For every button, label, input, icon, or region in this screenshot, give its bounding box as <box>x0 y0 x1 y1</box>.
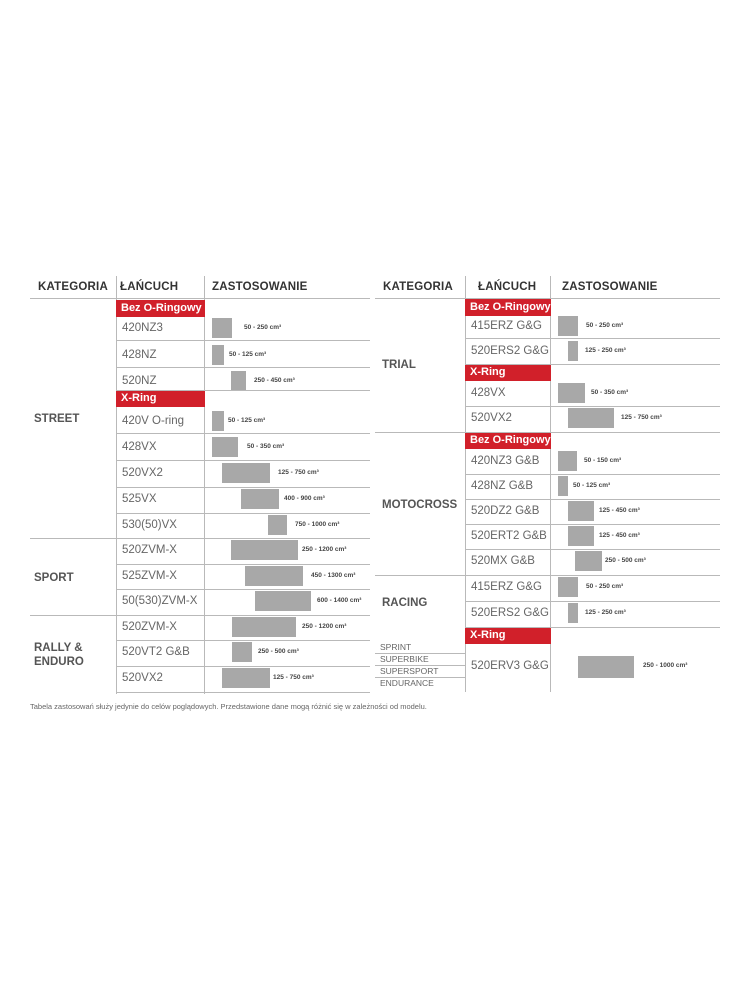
band-x-ring: X-Ring <box>465 364 551 381</box>
right-chain-label: 520DZ2 G&B <box>471 505 540 517</box>
left-application-range-bar <box>255 591 311 611</box>
left-chain-label: 520VT2 G&B <box>122 646 190 658</box>
right-row-divider <box>465 432 720 433</box>
racing-subtype: SUPERBIKE <box>380 654 429 664</box>
right-range-label: 50 - 250 cm³ <box>586 583 624 590</box>
right-category-divider <box>375 432 465 433</box>
left-chain-label: 420V O-ring <box>122 415 185 427</box>
right-range-label: 125 - 250 cm³ <box>585 347 626 354</box>
left-application-range-bar <box>212 437 238 457</box>
header-zastosowanie: ZASTOSOWANIE <box>212 281 308 293</box>
left-application-range-bar <box>232 642 252 662</box>
left-range-label: 50 - 125 cm³ <box>229 351 267 358</box>
left-chain-label: 520VX2 <box>122 672 163 684</box>
column-divider <box>116 276 117 694</box>
left-range-label: 125 - 750 cm³ <box>278 469 319 476</box>
band-x-ring: X-Ring <box>465 627 551 644</box>
left-chain-label: 428NZ <box>122 349 157 361</box>
right-application-range-bar <box>568 501 594 521</box>
header-kategoria: KATEGORIA <box>38 281 108 293</box>
left-application-range-bar <box>212 318 232 338</box>
right-range-label: 125 - 450 cm³ <box>599 532 640 539</box>
left-range-label: 750 - 1000 cm³ <box>295 521 340 528</box>
right-application-range-bar <box>568 526 594 546</box>
right-chain-label: 415ERZ G&G <box>471 320 542 332</box>
left-row-divider <box>116 433 370 434</box>
left-range-label: 50 - 250 cm³ <box>244 324 282 331</box>
right-range-label: 125 - 750 cm³ <box>621 414 662 421</box>
left-range-label: 600 - 1400 cm³ <box>317 597 362 604</box>
left-application-range-bar <box>232 617 296 637</box>
right-chain-label: 415ERZ G&G <box>471 581 542 593</box>
left-application-range-bar <box>231 540 298 560</box>
left-range-label: 400 - 900 cm³ <box>284 495 325 502</box>
right-application-range-bar <box>575 551 602 571</box>
left-range-label: 250 - 500 cm³ <box>258 648 299 655</box>
right-range-label: 125 - 450 cm³ <box>599 507 640 514</box>
band-bez-o-ring: Bez O-Ringowy <box>465 432 551 449</box>
left-row-divider <box>116 367 370 368</box>
band-x-ring: X-Ring <box>116 390 205 407</box>
right-range-label: 50 - 150 cm³ <box>584 457 622 464</box>
band-bez-o-ring: Bez O-Ringowy <box>116 300 205 317</box>
category-trial: TRIAL <box>382 359 416 371</box>
subtype-divider <box>375 665 465 666</box>
left-range-label: 250 - 1200 cm³ <box>302 546 347 553</box>
right-application-range-bar <box>568 408 614 428</box>
left-chain-label: 520NZ <box>122 375 157 387</box>
header-lancuch: ŁAŃCUCH <box>120 281 179 293</box>
right-category-divider <box>375 575 465 576</box>
right-application-range-bar <box>578 656 634 678</box>
header-divider <box>30 298 370 299</box>
header-lancuch: ŁAŃCUCH <box>478 281 537 293</box>
column-divider <box>204 276 205 694</box>
left-application-range-bar <box>212 345 224 365</box>
racing-subtype: SPRINT <box>380 642 412 652</box>
left-chain-label: 520ZVM-X <box>122 544 177 556</box>
subtype-divider <box>375 677 465 678</box>
right-range-label: 50 - 350 cm³ <box>591 389 629 396</box>
right-chain-label: 428VX <box>471 387 506 399</box>
right-chain-label: 520ERV3 G&G <box>471 660 549 672</box>
category-rally-enduro: RALLY & ENDURO <box>34 642 84 668</box>
right-chain-label: 520ERS2 G&G <box>471 607 549 619</box>
right-application-range-bar <box>558 476 568 496</box>
left-chain-label: 525ZVM-X <box>122 570 177 582</box>
left-range-label: 250 - 450 cm³ <box>254 377 295 384</box>
category-motocross: MOTOCROSS <box>382 499 458 511</box>
right-chain-label: 520ERT2 G&B <box>471 530 547 542</box>
left-application-range-bar <box>231 371 246 391</box>
category-sport: SPORT <box>34 572 74 584</box>
right-row-divider <box>465 627 720 628</box>
left-range-label: 125 - 750 cm³ <box>273 674 314 681</box>
right-chain-label: 520VX2 <box>471 412 512 424</box>
left-range-label: 450 - 1300 cm³ <box>311 572 356 579</box>
left-row-divider <box>116 340 370 341</box>
right-application-range-bar <box>558 451 577 471</box>
left-chain-label: 50(530)ZVM-X <box>122 595 198 607</box>
band-bez-o-ring: Bez O-Ringowy <box>465 299 551 316</box>
right-chain-label: 428NZ G&B <box>471 480 533 492</box>
left-range-label: 50 - 125 cm³ <box>228 417 266 424</box>
left-chain-label: 530(50)VX <box>122 519 177 531</box>
right-chain-label: 520ERS2 G&G <box>471 345 549 357</box>
left-chain-label: 525VX <box>122 493 157 505</box>
right-application-range-bar <box>558 383 585 403</box>
left-application-range-bar <box>212 411 224 431</box>
right-application-range-bar <box>568 341 578 361</box>
category-street: STREET <box>34 413 80 425</box>
right-chain-label: 520MX G&B <box>471 555 535 567</box>
right-application-range-bar <box>558 577 578 597</box>
left-application-table <box>30 276 370 696</box>
right-range-label: 50 - 125 cm³ <box>573 482 611 489</box>
disclaimer-note: Tabela zastosowań służy jedynie do celów poglądowych. Przedstawione dane mogą różnić się w zależności od modelu. <box>30 702 427 711</box>
right-range-label: 250 - 1000 cm³ <box>643 662 688 669</box>
right-range-label: 125 - 250 cm³ <box>585 609 626 616</box>
left-chain-label: 420NZ3 <box>122 322 163 334</box>
right-range-label: 250 - 500 cm³ <box>605 557 646 564</box>
left-application-range-bar <box>245 566 303 586</box>
left-category-divider <box>30 615 116 616</box>
left-chain-label: 520VX2 <box>122 467 163 479</box>
category-racing: RACING <box>382 597 428 609</box>
right-row-divider <box>465 364 720 365</box>
left-chain-label: 428VX <box>122 441 157 453</box>
left-row-divider <box>116 390 370 391</box>
right-application-table <box>375 276 720 696</box>
racing-subtype: ENDURANCE <box>380 678 434 688</box>
left-range-label: 250 - 1200 cm³ <box>302 623 347 630</box>
right-range-label: 50 - 250 cm³ <box>586 322 624 329</box>
left-range-label: 50 - 350 cm³ <box>247 443 285 450</box>
left-application-range-bar <box>268 515 287 535</box>
left-chain-label: 520ZVM-X <box>122 621 177 633</box>
header-zastosowanie: ZASTOSOWANIE <box>562 281 658 293</box>
left-application-range-bar <box>241 489 279 509</box>
left-row-divider <box>116 692 370 693</box>
left-application-range-bar <box>222 463 270 483</box>
left-application-range-bar <box>222 668 270 688</box>
right-application-range-bar <box>568 603 578 623</box>
racing-subtype: SUPERSPORT <box>380 666 439 676</box>
right-chain-label: 420NZ3 G&B <box>471 455 540 467</box>
right-application-range-bar <box>558 316 578 336</box>
subtype-divider <box>375 653 465 654</box>
header-kategoria: KATEGORIA <box>383 281 453 293</box>
left-category-divider <box>30 538 116 539</box>
